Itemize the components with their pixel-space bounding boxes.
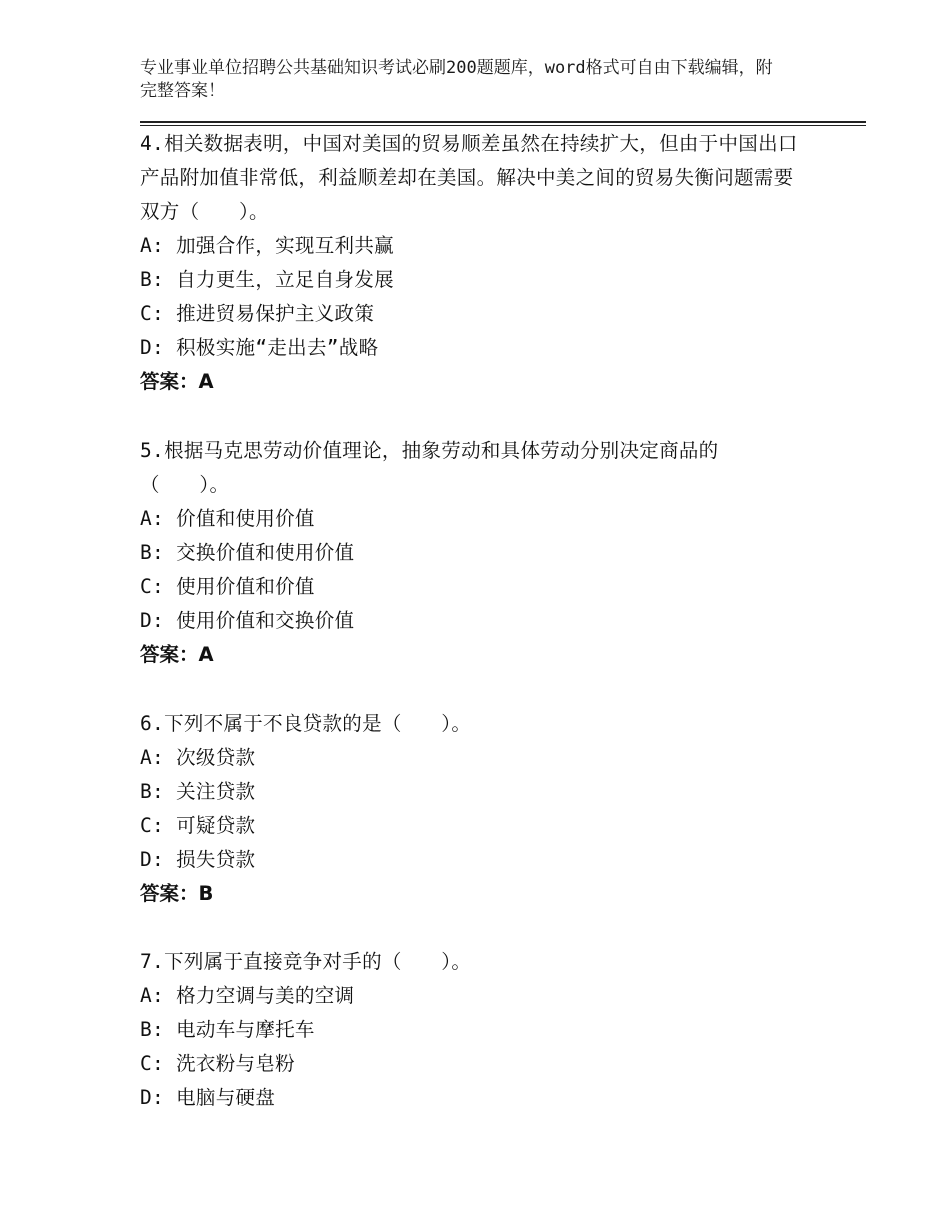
option-c: C: 使用价值和价值 (140, 575, 315, 598)
question-stem: 5.根据马克思劳动价值理论，抽象劳动和具体劳动分别决定商品的（ ）。 (140, 439, 719, 496)
answer-label: 答案：A (140, 643, 214, 666)
option-c: C: 推进贸易保护主义政策 (140, 302, 375, 325)
option-a: A: 次级贷款 (140, 746, 256, 769)
option-d: D: 损失贷款 (140, 848, 256, 871)
option-a: A: 价值和使用价值 (140, 507, 315, 530)
option-d: D: 积极实施“走出去”战略 (140, 336, 379, 359)
question-4 (140, 127, 800, 399)
option-d: D: 使用价值和交换价值 (140, 609, 355, 632)
question-7 (140, 945, 800, 1115)
answer-label: 答案：A (140, 370, 214, 393)
option-a: A: 加强合作，实现互利共赢 (140, 234, 394, 257)
header-rule-thin (140, 125, 866, 126)
option-b: B: 自力更生，立足自身发展 (140, 268, 394, 291)
answer-label: 答案：B (140, 882, 214, 905)
question-5 (140, 434, 800, 672)
option-b: B: 交换价值和使用价值 (140, 541, 355, 564)
header-rule-thick (140, 121, 866, 123)
page-header: 专业事业单位招聘公共基础知识考试必刷200题题库，word格式可自由下载编辑，附完整答案！ (140, 58, 773, 101)
option-a: A: 格力空调与美的空调 (140, 984, 355, 1007)
option-c: C: 可疑贷款 (140, 814, 256, 837)
question-stem: 6.下列不属于不良贷款的是（ ）。 (140, 712, 472, 735)
question-stem: 4.相关数据表明，中国对美国的贸易顺差虽然在持续扩大，但由于中国出口产品附加值非常低，利益顺差却在美国。解决中美之间的贸易失衡问题需要双方（ ）。 (140, 132, 798, 223)
question-stem: 7.下列属于直接竞争对手的（ ）。 (140, 950, 472, 973)
option-b: B: 关注贷款 (140, 780, 256, 803)
question-6 (140, 707, 800, 911)
option-d: D: 电脑与硬盘 (140, 1086, 276, 1109)
option-b: B: 电动车与摩托车 (140, 1018, 315, 1041)
option-c: C: 洗衣粉与皂粉 (140, 1052, 295, 1075)
